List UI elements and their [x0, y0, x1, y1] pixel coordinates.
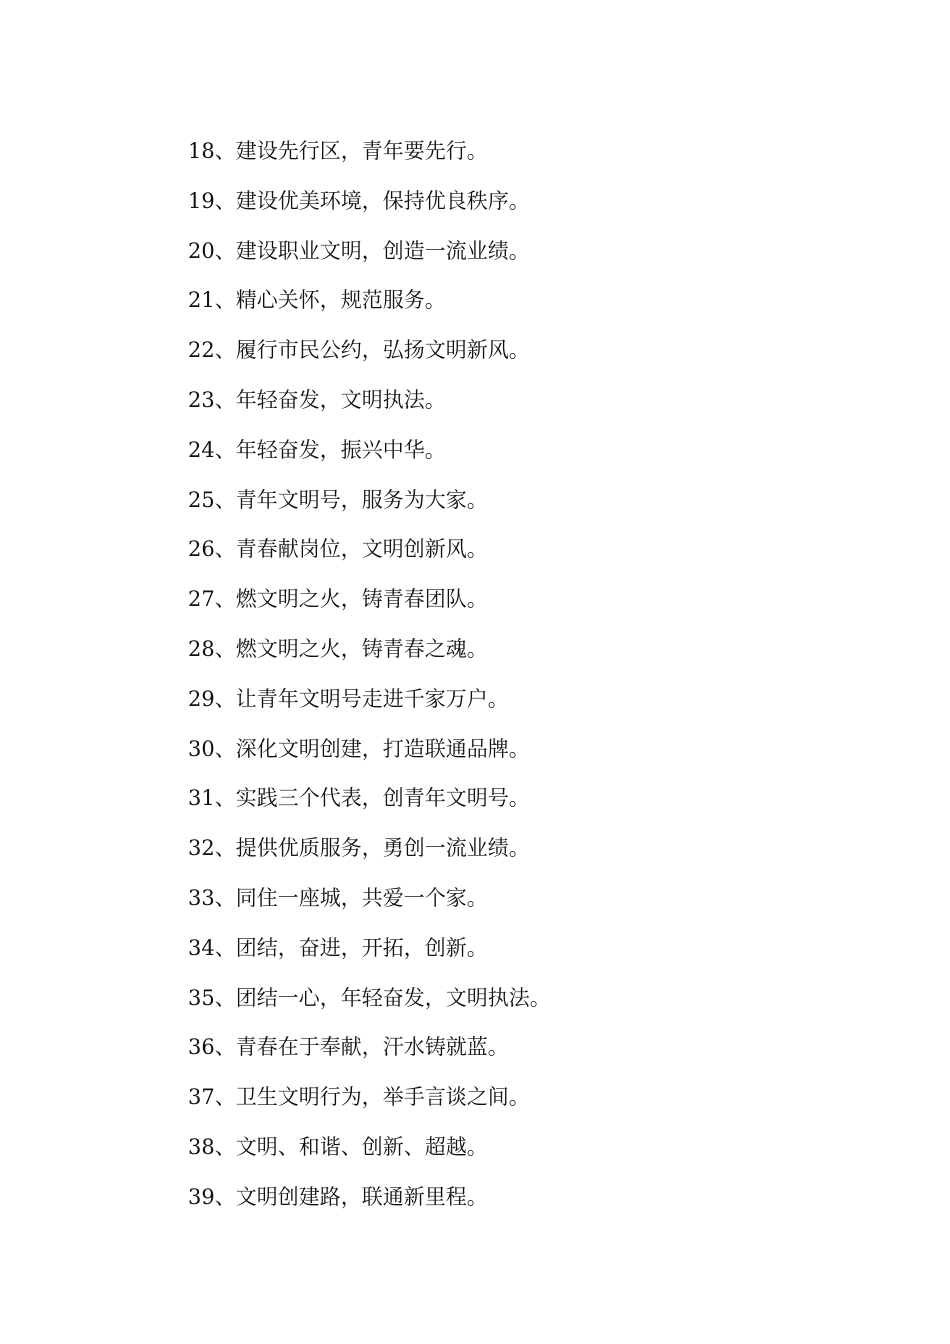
slogan-item: 25、青年文明号，服务为大家。 [188, 487, 488, 512]
slogan-item: 34、团结，奋进，开拓，创新。 [188, 935, 488, 960]
slogan-item: 21、精心关怀，规范服务。 [188, 288, 446, 313]
slogan-item: 27、燃文明之火，铸青春团队。 [188, 587, 488, 612]
slogan-item: 37、卫生文明行为，举手言谈之间。 [188, 1085, 530, 1110]
slogan-item: 31、实践三个代表，创青年文明号。 [188, 786, 530, 811]
slogan-list [188, 131, 551, 1227]
slogan-item: 38、文明、和谐、创新、超越。 [188, 1134, 488, 1159]
slogan-item: 26、青春献岗位，文明创新风。 [188, 537, 488, 562]
slogan-item: 28、燃文明之火，铸青春之魂。 [188, 636, 488, 661]
slogan-item: 32、提供优质服务，勇创一流业绩。 [188, 836, 530, 861]
slogan-item: 30、深化文明创建，打造联通品牌。 [188, 736, 530, 761]
slogan-item: 18、建设先行区，青年要先行。 [188, 139, 488, 163]
slogan-item: 24、年轻奋发，振兴中华。 [188, 437, 446, 462]
slogan-item: 23、年轻奋发，文明执法。 [188, 387, 446, 412]
slogan-item: 39、文明创建路，联通新里程。 [188, 1184, 488, 1209]
slogan-item: 36、青春在于奉献，汗水铸就蓝。 [188, 1035, 509, 1060]
slogan-item: 33、同住一座城，共爱一个家。 [188, 885, 488, 910]
slogan-item: 22、履行市民公约，弘扬文明新风。 [188, 338, 530, 363]
slogan-item: 29、让青年文明号走进千家万户。 [188, 686, 509, 711]
slogan-item: 20、建设职业文明，创造一流业绩。 [188, 238, 530, 263]
slogan-item: 35、团结一心，年轻奋发，文明执法。 [188, 985, 551, 1010]
slogan-item: 19、建设优美环境，保持优良秩序。 [188, 188, 530, 213]
